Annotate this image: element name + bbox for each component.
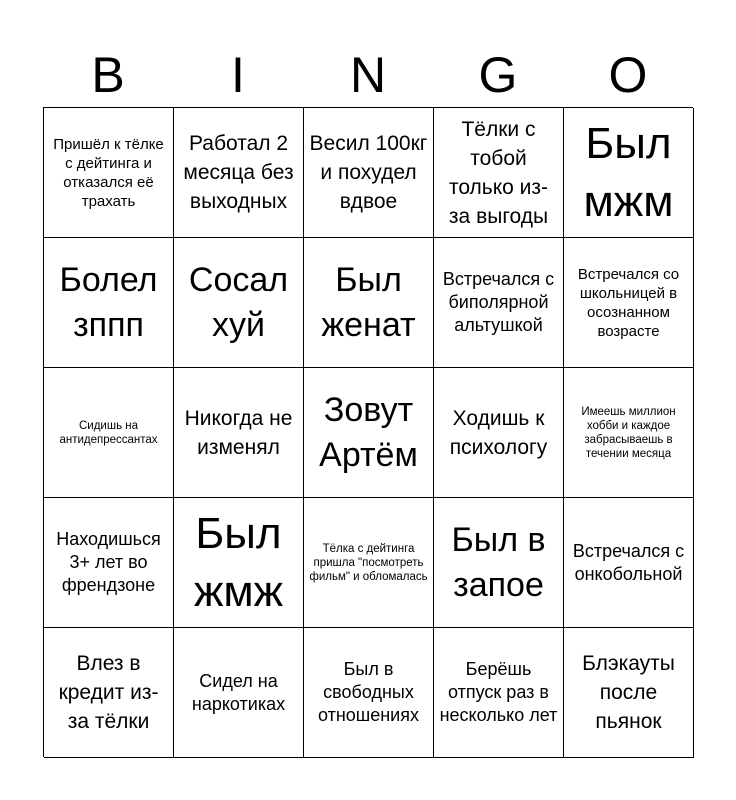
cell-text: Встречался со школьницей в осознанном возрасте — [577, 265, 680, 340]
cell-text: Блэкауты после пьянок — [582, 652, 675, 733]
cell-text: Был женат — [321, 260, 416, 344]
bingo-cell[interactable] — [304, 368, 434, 498]
bingo-cell[interactable] — [174, 628, 304, 758]
bingo-cell[interactable] — [44, 368, 174, 498]
cell-text: Ходишь к психологу — [449, 406, 548, 459]
bingo-cell[interactable] — [434, 238, 564, 368]
cell-text: Сосал хуй — [188, 260, 289, 344]
bingo-cell[interactable] — [304, 238, 434, 368]
bingo-cell[interactable] — [44, 498, 174, 628]
cell-text: Тёлки с тобой только из-за выгоды — [448, 117, 549, 228]
bingo-cell[interactable] — [304, 628, 434, 758]
bingo-cell[interactable] — [44, 108, 174, 238]
bingo-cell[interactable] — [304, 108, 434, 238]
header-letter-n: N — [349, 47, 387, 103]
cell-text: Никогда не изменял — [184, 406, 293, 459]
cell-text: Имеешь миллион хобби и каждое забрасываешь в течении месяца — [581, 405, 676, 460]
cell-text: Влез в кредит из-за тёлки — [58, 652, 159, 733]
bingo-cell[interactable] — [564, 108, 694, 238]
bingo-cell[interactable] — [434, 628, 564, 758]
cell-text: Был мжм — [583, 118, 674, 226]
cell-text: Зовут Артём — [319, 390, 418, 474]
cell-text: Пришёл к тёлке с дейтинга и отказался её трахать — [53, 135, 164, 210]
header-letter-g: G — [478, 47, 518, 103]
cell-text: Находишься 3+ лет во френдзоне — [56, 529, 161, 595]
bingo-cell[interactable] — [44, 238, 174, 368]
cell-text: Встречался с онкобольной — [572, 540, 685, 584]
bingo-cell[interactable] — [174, 368, 304, 498]
bingo-cell[interactable] — [434, 108, 564, 238]
cell-text: Был в запое — [451, 520, 546, 604]
bingo-cell[interactable] — [564, 498, 694, 628]
cell-text: Работал 2 месяца без выходных — [183, 132, 294, 213]
header-letter-o: O — [608, 47, 648, 103]
cell-text: Весил 100кг и похудел вдвое — [309, 132, 428, 213]
bingo-header — [43, 44, 693, 106]
bingo-board — [43, 107, 693, 757]
cell-text: Сидел на наркотиках — [191, 670, 286, 714]
bingo-cell[interactable] — [564, 238, 694, 368]
bingo-cell[interactable] — [174, 238, 304, 368]
header-letter-i: I — [231, 47, 245, 103]
cell-text: Берёшь отпуск раз в несколько лет — [439, 659, 558, 725]
bingo-cell[interactable] — [174, 108, 304, 238]
bingo-cell[interactable] — [434, 368, 564, 498]
cell-text: Тёлка с дейтинга пришла "посмотреть фильм" и обломалась — [309, 542, 428, 583]
bingo-cell[interactable] — [564, 368, 694, 498]
bingo-cell[interactable] — [174, 498, 304, 628]
cell-text: Сидишь на антидепрессантах — [59, 419, 158, 446]
bingo-cell[interactable] — [564, 628, 694, 758]
bingo-cell[interactable] — [434, 498, 564, 628]
bingo-cell[interactable] — [44, 628, 174, 758]
header-letter-b: B — [91, 47, 125, 103]
bingo-cell[interactable] — [304, 498, 434, 628]
cell-text: Встречался с биполярной альтушкой — [442, 269, 555, 335]
cell-text: Болел зппп — [59, 260, 158, 344]
cell-text: Был жмж — [193, 508, 284, 616]
cell-text: Был в свободных отношениях — [317, 659, 419, 725]
